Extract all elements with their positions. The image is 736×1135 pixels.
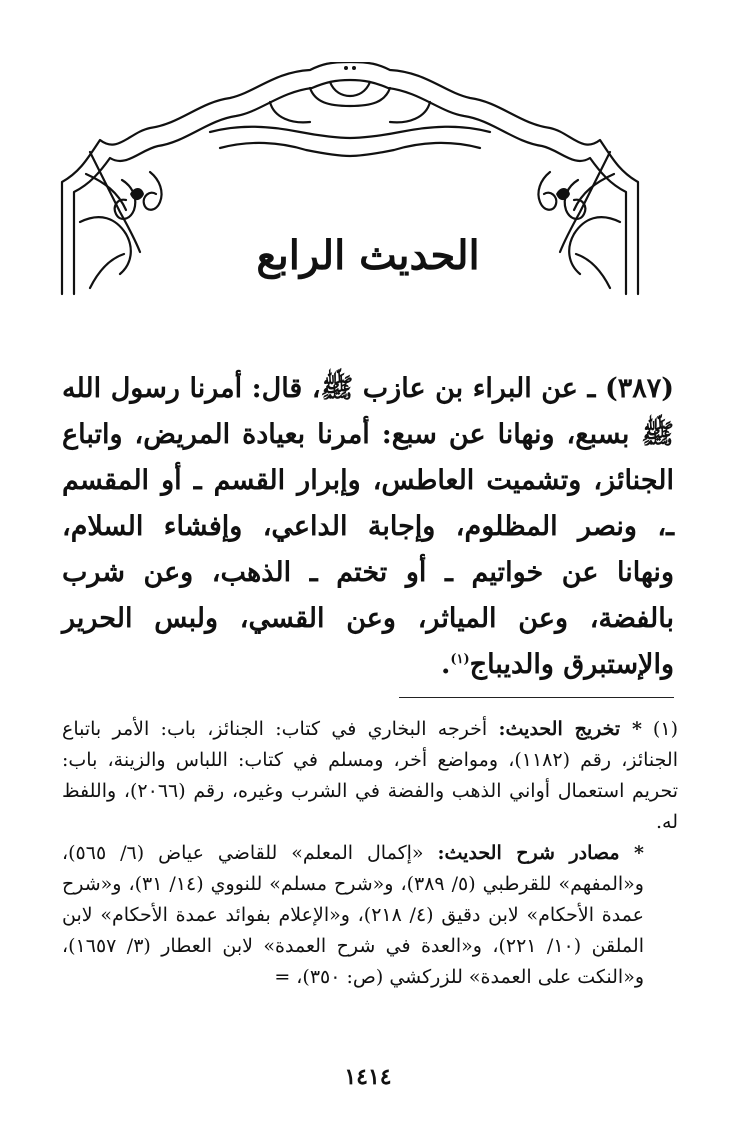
takhrij-text: أخرجه البخاري في كتاب: الجنائز، باب: الأمر باتباع الجنائز، رقم (١١٨٢)، ومواضع أخر، ومسلم في كتاب: اللباس والزينة، باب: تحريم استعمال أواني الذهب والفضة في الشرب وغيره، رقم (٢٠٦٦)، واللفظ له. (62, 718, 679, 833)
footnotes-section (62, 714, 678, 993)
hadith-text: ـ عن البراء بن عازب ﷺ، قال: أمرنا رسول الله ﷺ بسبع، ونهانا عن سبع: أمرنا بعيادة المريض، واتباع الجنائز، وتشميت العاطس، وإبرار القسم ـ أو المقسم ـ، ونصر المظلوم، وإجابة الداعي، وإفشاء السلام، ونهانا عن خواتيم ـ أو تختم ـ الذهب، وعن شرب بالفضة، وعن المياثر، وعن القسي، ولبس الحرير والإستبرق والديباج (62, 373, 674, 680)
footnote-number: (١) (652, 718, 678, 740)
footnote-sources (62, 838, 678, 993)
footnote-takhrij (62, 714, 678, 838)
hadith-body (62, 366, 674, 688)
takhrij-label: * تخريج الحديث: (498, 718, 642, 740)
footnote-divider (399, 697, 674, 698)
sources-label: * مصادر شرح الحديث: (437, 842, 644, 864)
footnote-reference[interactable]: (١) (450, 652, 470, 667)
hadith-number: (٣٨٧) (604, 373, 675, 404)
page-number: ١٤١٤ (344, 1064, 392, 1090)
hadith-end-punctuation: . (440, 649, 451, 680)
hadith-chapter-title: الحديث الرابع (256, 232, 480, 279)
sources-text: «إكمال المعلم» للقاضي عياض (٦/ ٥٦٥)، و«المفهم» للقرطبي (٥/ ٣٨٩)، و«شرح مسلم» للنووي (١٤/ ٣١)، و«شرح عمدة الأحكام» لابن دقيق (٤/ ٢١٨)، و«الإعلام بفوائد عمدة الأحكام» لابن الملقن (١٠/ ٢٢١)، و«العدة في شرح العمدة» لابن العطار (٣/ ١٦٥٧)، و«النكت على العمدة» للزركشي (ص: ٣٥٠)، = (62, 842, 645, 988)
